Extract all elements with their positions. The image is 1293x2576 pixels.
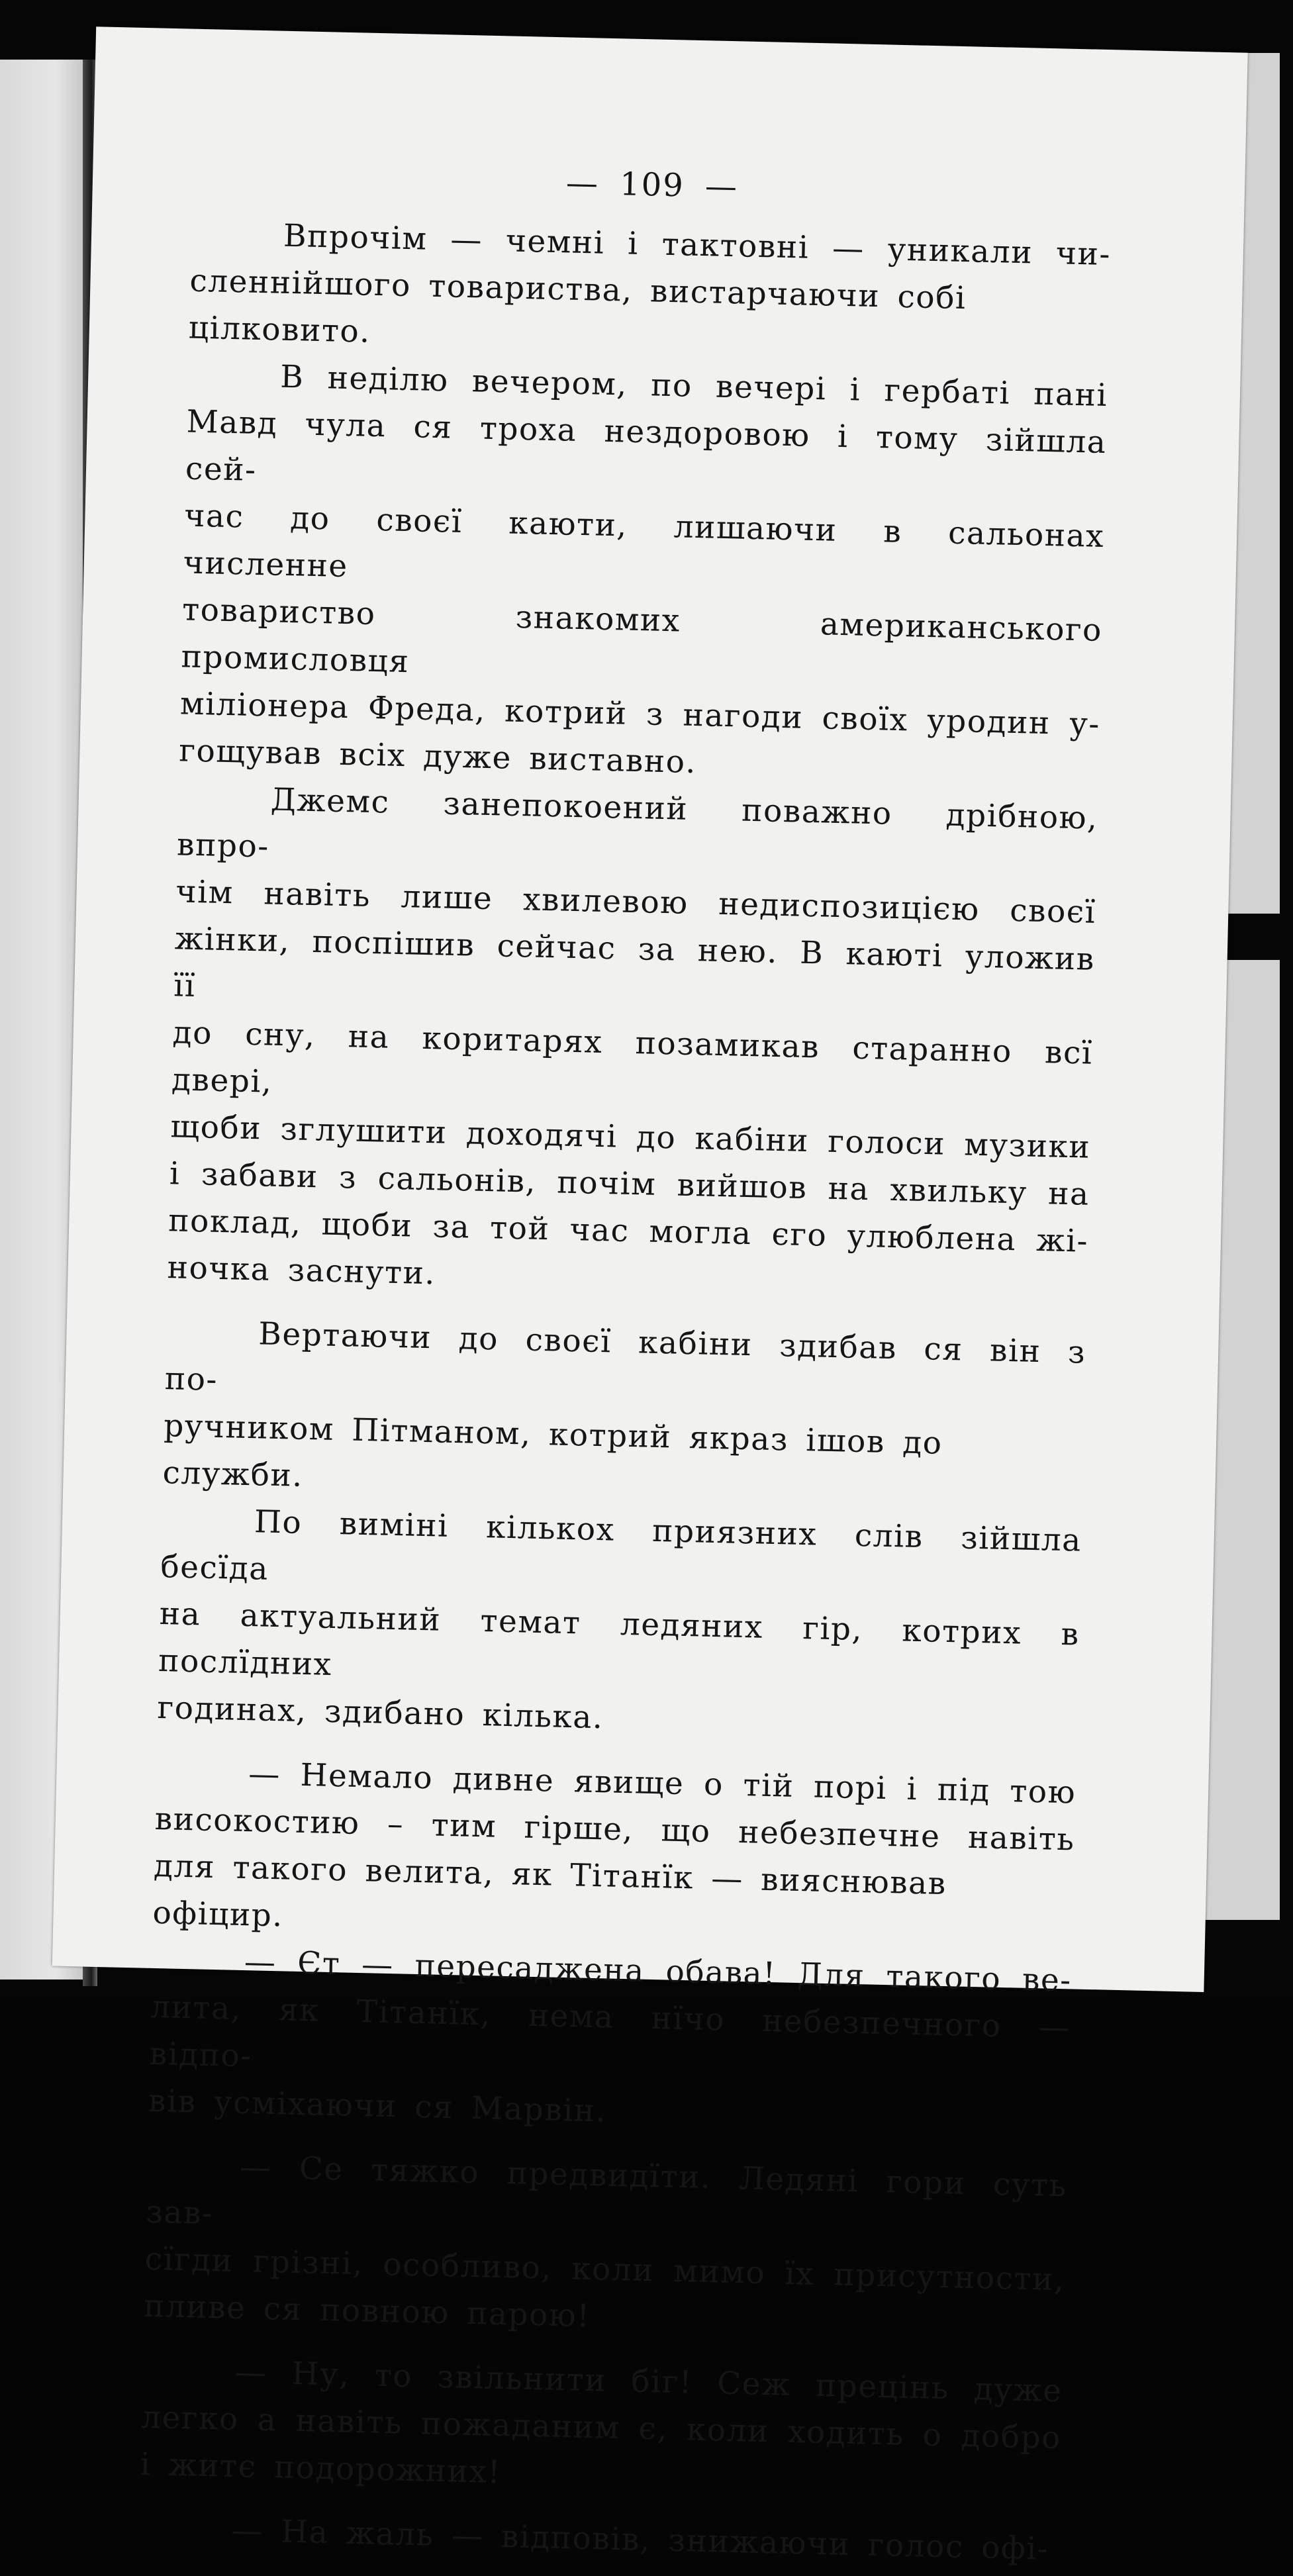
text-line: легко а навіть пожаданим є, коли ходить о добро bbox=[140, 2399, 1062, 2457]
page-body bbox=[138, 138, 1113, 2573]
text-line: — Єт — пересаджена обава! Для такого ве- bbox=[244, 1944, 1073, 1999]
paragraph bbox=[167, 774, 1098, 1312]
text-line: пливе ся повною парою! bbox=[143, 2287, 591, 2335]
paragraph bbox=[162, 1308, 1086, 1517]
text-line: до сну, на коритарях позамикав старанно всї двері, bbox=[171, 1014, 1094, 1100]
text-line: і житє подорожних! bbox=[140, 2446, 502, 2491]
paragraph bbox=[188, 211, 1111, 372]
text-line: сїгди грізні, особливо, коли мимо їх присутности, bbox=[144, 2240, 1066, 2299]
text-line: високостию – тим гірше, що небезпечне навіть bbox=[154, 1800, 1076, 1858]
text-line: По виміні кількох приязних слів зійшла бесїда bbox=[160, 1503, 1082, 1588]
book-page bbox=[52, 26, 1248, 2567]
text-line: сленнійшого товариства, вистарчаючи собі цілковито. bbox=[188, 262, 967, 350]
paragraph bbox=[157, 1496, 1082, 1752]
text-line: — Немало дивне явище о тій порі і під тою bbox=[248, 1756, 1077, 1811]
paragraph bbox=[138, 2505, 1059, 2573]
text-line: В неділю вечером, по вечері і гербаті пані bbox=[279, 358, 1108, 414]
text-line: Вертаючи до своєї кабіни здибав ся він з по- bbox=[164, 1315, 1086, 1398]
text-line: на актуальний темат ледяних гір, котрих в послїдних bbox=[158, 1596, 1080, 1683]
paragraph bbox=[179, 352, 1108, 795]
text-line: вів усміхаючи ся Марвін. bbox=[148, 2082, 607, 2130]
text-line: час до своєї каюти, лишаючи в сальонах численне bbox=[183, 497, 1105, 585]
page-number: — 109 — bbox=[565, 164, 739, 206]
text-line: гощував всіх дуже виставно. bbox=[178, 732, 697, 781]
text-line: для такого велита, як Тітанїк — вияснював офіцир. bbox=[152, 1847, 947, 1934]
text-line: міліонера Фреда, котрий з нагоди своїх уродин у- bbox=[179, 685, 1101, 743]
paragraph bbox=[143, 2142, 1067, 2350]
text-line: Мавд чула ся троха нездоровою і тому зійшла сей- bbox=[185, 403, 1107, 489]
text-line: ручником Пітманом, котрий якраз ішов до служби. bbox=[162, 1407, 943, 1494]
text-line: Джемс занепокоений поважно дрібною, впро- bbox=[176, 781, 1099, 865]
text-line: — На жаль — відповів, знижаючи голос офі- bbox=[230, 2512, 1049, 2567]
paragraph bbox=[140, 2347, 1063, 2508]
text-line: і забави з сальонів, почім вийшов на хвильку на bbox=[169, 1155, 1090, 1213]
text-line: Впрочім — чемні і тактовні — уникали чи- bbox=[283, 217, 1112, 273]
text-line: ночка заснути. bbox=[167, 1249, 436, 1292]
text-line: щоби зглушити доходячі до кабіни голоси музики bbox=[169, 1108, 1091, 1166]
text-line: жінки, поспішив сейчас за нею. В каюті уложив її bbox=[173, 920, 1096, 1005]
text-body bbox=[138, 211, 1112, 2573]
text-line: товариство знакомих американського промисловця bbox=[181, 591, 1103, 681]
text-line: — Се тяжко предвидїти. Ледяні гори суть зав- bbox=[145, 2149, 1068, 2232]
paragraph bbox=[148, 1936, 1072, 2145]
text-line: годинах, здибано кілька. bbox=[157, 1690, 604, 1737]
paragraph bbox=[152, 1748, 1077, 1957]
text-line: чім навіть лише хвилевою недиспозицією своєї bbox=[175, 873, 1096, 931]
text-line: лита, як Тітанїк, нема нїчо небезпечного — відпо- bbox=[149, 1988, 1071, 2075]
text-line: — Ну, то звільнити біг! Сеж прецінь дуже bbox=[234, 2354, 1063, 2410]
text-line: поклад, щоби за той час могла єго улюблена жі- bbox=[168, 1202, 1089, 1260]
